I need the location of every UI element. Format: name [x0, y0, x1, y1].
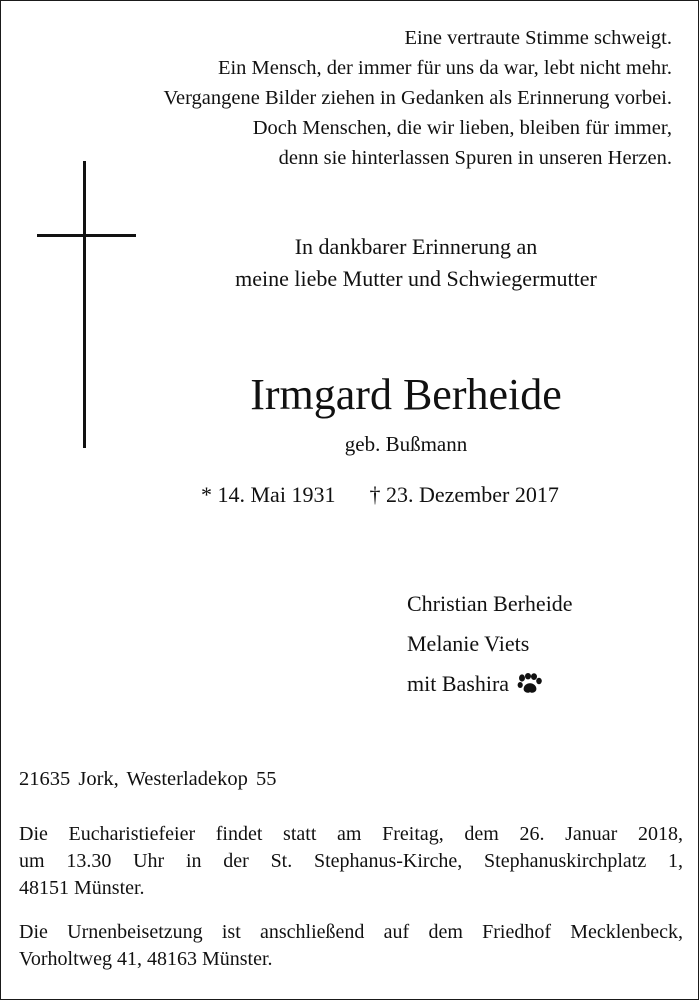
- cross-horizontal-bar: [37, 234, 136, 237]
- burial-info: [19, 919, 683, 973]
- life-dates: [201, 479, 559, 511]
- ceremony-line: um 13.30 Uhr in der St. Stephanus-Kirche, Stephanuskirchplatz 1,: [19, 850, 683, 872]
- poem-line: Ein Mensch, der immer für uns da war, lebt nicht mehr.: [217, 57, 672, 79]
- burial-line: Vorholtweg 41, 48163 Münster.: [19, 948, 273, 970]
- ceremony-line: Die Eucharistiefeier findet statt am Freitag, dem 26. Januar 2018,: [19, 823, 683, 845]
- maiden-name: geb. Bußmann: [344, 432, 468, 456]
- poem: [163, 23, 672, 173]
- dedication-line: meine liebe Mutter und Schwiegermutter: [235, 266, 597, 291]
- paw-print-icon: [517, 673, 543, 695]
- birth-date: * 14. Mai 1931: [201, 482, 336, 507]
- mourner-label: Melanie Viets: [407, 631, 530, 656]
- mourner-label: Christian Berheide: [407, 591, 573, 616]
- poem-line: Eine vertraute Stimme schweigt.: [404, 27, 672, 49]
- mourner-name: [407, 624, 573, 664]
- cross-vertical-bar: [83, 161, 86, 448]
- mourners: [407, 584, 573, 704]
- poem-line: Doch Menschen, die wir lieben, bleiben für immer,: [252, 117, 672, 139]
- mourner-name: [407, 584, 573, 624]
- deceased-name: Irmgard Berheide: [250, 370, 562, 419]
- address: 21635 Jork, Westerladekop 55: [19, 768, 277, 790]
- mourner-label: mit Bashira: [407, 671, 510, 696]
- poem-line: Vergangene Bilder ziehen in Gedanken als Erinnerung vorbei.: [163, 87, 672, 109]
- ceremony-line: 48151 Münster.: [19, 877, 145, 899]
- dedication-line: In dankbarer Erinnerung an: [294, 234, 538, 259]
- ceremony-info: [19, 821, 683, 902]
- mourner-name: [407, 664, 573, 704]
- poem-line: denn sie hinterlassen Spuren in unseren Herzen.: [278, 147, 672, 169]
- death-date: † 23. Dezember 2017: [369, 482, 559, 507]
- dedication: [181, 231, 651, 295]
- burial-line: Die Urnenbeisetzung ist anschließend auf dem Friedhof Mecklenbeck,: [19, 921, 683, 943]
